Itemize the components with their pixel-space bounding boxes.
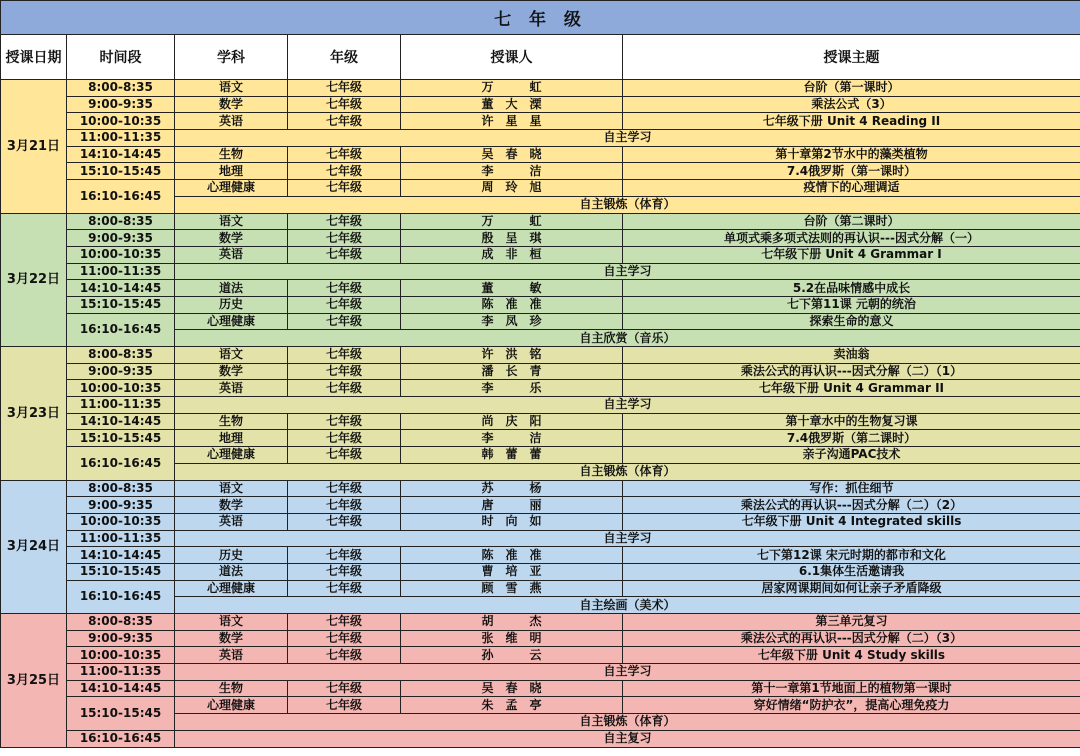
subject-cell: 生物 — [175, 146, 288, 163]
subject-cell: 心理健康 — [175, 180, 288, 197]
table-row — [1, 347, 1080, 364]
time-cell: 14:10-14:45 — [67, 146, 175, 163]
topic-cell: 第十一章第1节地面上的植物第一课时 — [623, 680, 1080, 697]
grade-cell: 七年级 — [288, 497, 401, 514]
header-date: 授课日期 — [1, 35, 67, 80]
table-row — [1, 680, 1080, 697]
time-cell: 16:10-16:45 — [67, 580, 175, 613]
grade-cell: 七年级 — [288, 230, 401, 247]
grade-cell: 七年级 — [288, 347, 401, 364]
grade-cell: 七年级 — [288, 246, 401, 263]
date-cell: 3月23日 — [1, 347, 67, 481]
table-row — [1, 380, 1080, 397]
teacher-cell: 顾 雪 燕 — [401, 580, 623, 597]
topic-cell: 台阶（第一课时） — [623, 80, 1080, 97]
header-topic: 授课主题 — [623, 35, 1080, 80]
grade-cell: 七年级 — [288, 680, 401, 697]
topic-cell: 疫情下的心理调适 — [623, 180, 1080, 197]
grade-cell: 七年级 — [288, 163, 401, 180]
teacher-cell: 许 洪 铭 — [401, 347, 623, 364]
topic-cell: 穿好情绪“防护衣”，提高心理免疫力 — [623, 697, 1080, 714]
subject-cell: 道法 — [175, 563, 288, 580]
teacher-cell: 周 玲 旭 — [401, 180, 623, 197]
subject-cell: 心理健康 — [175, 447, 288, 464]
grade-cell: 七年级 — [288, 430, 401, 447]
time-cell: 10:00-10:35 — [67, 513, 175, 530]
grade-cell: 七年级 — [288, 580, 401, 597]
date-cell: 3月22日 — [1, 213, 67, 347]
grade-cell: 七年级 — [288, 630, 401, 647]
table-row — [1, 697, 1080, 714]
topic-cell: 七年级下册 Unit 4 Grammar I — [623, 246, 1080, 263]
subject-cell: 语文 — [175, 213, 288, 230]
topic-cell: 台阶（第二课时） — [623, 213, 1080, 230]
time-cell: 8:00-8:35 — [67, 213, 175, 230]
grade-cell: 七年级 — [288, 363, 401, 380]
grade-cell: 七年级 — [288, 380, 401, 397]
time-cell: 11:00-11:35 — [67, 397, 175, 414]
time-cell: 15:10-15:45 — [67, 163, 175, 180]
subject-cell: 数学 — [175, 96, 288, 113]
table-row — [1, 230, 1080, 247]
grade-cell: 七年级 — [288, 146, 401, 163]
subject-cell: 心理健康 — [175, 580, 288, 597]
table-row — [1, 730, 1080, 747]
time-cell: 14:10-14:45 — [67, 413, 175, 430]
subject-cell: 数学 — [175, 630, 288, 647]
subject-cell: 数学 — [175, 230, 288, 247]
table-row — [1, 246, 1080, 263]
time-cell: 9:00-9:35 — [67, 230, 175, 247]
table-row — [1, 313, 1080, 330]
grade-cell: 七年级 — [288, 296, 401, 313]
topic-cell: 乘法公式的再认识---因式分解（二）（1） — [623, 363, 1080, 380]
table-row — [1, 146, 1080, 163]
subject-cell: 历史 — [175, 547, 288, 564]
topic-cell: 七年级下册 Unit 4 Grammar II — [623, 380, 1080, 397]
topic-cell: 乘法公式（3） — [623, 96, 1080, 113]
subject-cell: 语文 — [175, 614, 288, 631]
self-study-cell: 自主学习 — [175, 263, 1080, 280]
teacher-cell: 许 星 星 — [401, 113, 623, 130]
subject-cell: 历史 — [175, 296, 288, 313]
teacher-cell: 李 凤 珍 — [401, 313, 623, 330]
time-cell: 8:00-8:35 — [67, 480, 175, 497]
topic-cell: 乘法公式的再认识---因式分解（二）（3） — [623, 630, 1080, 647]
table-title: 七 年 级 — [1, 1, 1080, 35]
teacher-cell: 潘 长 青 — [401, 363, 623, 380]
topic-cell: 卖油翁 — [623, 347, 1080, 364]
teacher-cell: 曹 培 亚 — [401, 563, 623, 580]
table-row — [1, 113, 1080, 130]
time-cell: 16:10-16:45 — [67, 447, 175, 480]
topic-cell: 乘法公式的再认识---因式分解（二）（2） — [623, 497, 1080, 514]
subject-cell: 心理健康 — [175, 697, 288, 714]
time-cell: 11:00-11:35 — [67, 664, 175, 681]
self-study-cell: 自主复习 — [175, 730, 1080, 747]
subject-cell: 数学 — [175, 363, 288, 380]
subject-cell: 英语 — [175, 513, 288, 530]
teacher-cell: 董 敏 — [401, 280, 623, 297]
grade-cell: 七年级 — [288, 647, 401, 664]
date-cell: 3月21日 — [1, 80, 67, 214]
table-row — [1, 397, 1080, 414]
grade-cell: 七年级 — [288, 313, 401, 330]
subject-cell: 地理 — [175, 430, 288, 447]
table-row — [1, 163, 1080, 180]
teacher-cell: 殷 呈 琪 — [401, 230, 623, 247]
grade-cell: 七年级 — [288, 113, 401, 130]
time-cell: 15:10-15:45 — [67, 563, 175, 580]
extra-activity-cell: 自主锻炼（体育） — [175, 463, 1080, 480]
time-cell: 10:00-10:35 — [67, 647, 175, 664]
subject-cell: 英语 — [175, 380, 288, 397]
self-study-cell: 自主学习 — [175, 397, 1080, 414]
extra-activity-cell: 自主欣赏（音乐） — [175, 330, 1080, 347]
table-row — [1, 213, 1080, 230]
time-cell: 15:10-15:45 — [67, 697, 175, 730]
subject-cell: 英语 — [175, 113, 288, 130]
teacher-cell: 陈 准 准 — [401, 547, 623, 564]
topic-cell: 探索生命的意义 — [623, 313, 1080, 330]
time-cell: 10:00-10:35 — [67, 113, 175, 130]
teacher-cell: 韩 蕾 蕾 — [401, 447, 623, 464]
teacher-cell: 唐 丽 — [401, 497, 623, 514]
teacher-cell: 成 非 桓 — [401, 246, 623, 263]
self-study-cell: 自主学习 — [175, 530, 1080, 547]
subject-cell: 语文 — [175, 347, 288, 364]
subject-cell: 英语 — [175, 246, 288, 263]
time-cell: 8:00-8:35 — [67, 614, 175, 631]
subject-cell: 英语 — [175, 647, 288, 664]
topic-cell: 居家网课期间如何让亲子矛盾降级 — [623, 580, 1080, 597]
time-cell: 15:10-15:45 — [67, 296, 175, 313]
grade-cell: 七年级 — [288, 180, 401, 197]
subject-cell: 语文 — [175, 80, 288, 97]
subject-cell: 心理健康 — [175, 313, 288, 330]
time-cell: 16:10-16:45 — [67, 313, 175, 346]
table-row — [1, 563, 1080, 580]
topic-cell: 七年级下册 Unit 4 Study skills — [623, 647, 1080, 664]
subject-cell: 道法 — [175, 280, 288, 297]
schedule-body — [1, 80, 1080, 748]
time-cell: 16:10-16:45 — [67, 180, 175, 213]
table-row — [1, 80, 1080, 97]
time-cell: 8:00-8:35 — [67, 80, 175, 97]
table-row — [1, 580, 1080, 597]
topic-cell: 第十章第2节水中的藻类植物 — [623, 146, 1080, 163]
date-cell: 3月24日 — [1, 480, 67, 614]
topic-cell: 第十章水中的生物复习课 — [623, 413, 1080, 430]
subject-cell: 语文 — [175, 480, 288, 497]
time-cell: 9:00-9:35 — [67, 363, 175, 380]
time-cell: 10:00-10:35 — [67, 246, 175, 263]
table-row — [1, 447, 1080, 464]
grade-cell: 七年级 — [288, 80, 401, 97]
grade-cell: 七年级 — [288, 547, 401, 564]
header-teacher: 授课人 — [401, 35, 623, 80]
teacher-cell: 胡 杰 — [401, 614, 623, 631]
topic-cell: 七年级下册 Unit 4 Reading II — [623, 113, 1080, 130]
grade-cell: 七年级 — [288, 480, 401, 497]
teacher-cell: 李 洁 — [401, 430, 623, 447]
header-subject: 学科 — [175, 35, 288, 80]
topic-cell: 写作：抓住细节 — [623, 480, 1080, 497]
table-row — [1, 96, 1080, 113]
teacher-cell: 苏 杨 — [401, 480, 623, 497]
grade-cell: 七年级 — [288, 413, 401, 430]
teacher-cell: 张 维 明 — [401, 630, 623, 647]
time-cell: 11:00-11:35 — [67, 530, 175, 547]
teacher-cell: 李 洁 — [401, 163, 623, 180]
extra-activity-cell: 自主锻炼（体育） — [175, 714, 1080, 731]
grade-cell: 七年级 — [288, 614, 401, 631]
teacher-cell: 陈 准 准 — [401, 296, 623, 313]
date-cell: 3月25日 — [1, 614, 67, 748]
time-cell: 11:00-11:35 — [67, 130, 175, 147]
header-grade: 年级 — [288, 35, 401, 80]
time-cell: 15:10-15:45 — [67, 430, 175, 447]
topic-cell: 七下第12课 宋元时期的都市和文化 — [623, 547, 1080, 564]
teacher-cell: 董 大 溧 — [401, 96, 623, 113]
table-row — [1, 497, 1080, 514]
teacher-cell: 万 虹 — [401, 80, 623, 97]
topic-cell: 亲子沟通PAC技术 — [623, 447, 1080, 464]
topic-cell: 7.4俄罗斯（第二课时） — [623, 430, 1080, 447]
teacher-cell: 时 向 如 — [401, 513, 623, 530]
time-cell: 8:00-8:35 — [67, 347, 175, 364]
teacher-cell: 吴 春 晓 — [401, 680, 623, 697]
teacher-cell: 李 乐 — [401, 380, 623, 397]
time-cell: 9:00-9:35 — [67, 630, 175, 647]
table-row — [1, 614, 1080, 631]
table-row — [1, 280, 1080, 297]
time-cell: 9:00-9:35 — [67, 96, 175, 113]
topic-cell: 5.2在品味情感中成长 — [623, 280, 1080, 297]
grade-cell: 七年级 — [288, 213, 401, 230]
subject-cell: 生物 — [175, 680, 288, 697]
teacher-cell: 朱 孟 亭 — [401, 697, 623, 714]
topic-cell: 6.1集体生活邀请我 — [623, 563, 1080, 580]
table-row — [1, 664, 1080, 681]
time-cell: 14:10-14:45 — [67, 680, 175, 697]
topic-cell: 七年级下册 Unit 4 Integrated skills — [623, 513, 1080, 530]
table-row — [1, 296, 1080, 313]
subject-cell: 数学 — [175, 497, 288, 514]
grade-cell: 七年级 — [288, 513, 401, 530]
table-row — [1, 263, 1080, 280]
subject-cell: 地理 — [175, 163, 288, 180]
table-row — [1, 630, 1080, 647]
grade-cell: 七年级 — [288, 280, 401, 297]
time-cell: 16:10-16:45 — [67, 730, 175, 747]
grade-cell: 七年级 — [288, 563, 401, 580]
grade-cell: 七年级 — [288, 447, 401, 464]
grade-cell: 七年级 — [288, 96, 401, 113]
extra-activity-cell: 自主锻炼（体育） — [175, 196, 1080, 213]
grade-cell: 七年级 — [288, 697, 401, 714]
table-row — [1, 430, 1080, 447]
time-cell: 9:00-9:35 — [67, 497, 175, 514]
table-row — [1, 413, 1080, 430]
table-row — [1, 547, 1080, 564]
table-row — [1, 513, 1080, 530]
header-time: 时间段 — [67, 35, 175, 80]
table-row — [1, 180, 1080, 197]
subject-cell: 生物 — [175, 413, 288, 430]
topic-cell: 七下第11课 元朝的统治 — [623, 296, 1080, 313]
teacher-cell: 孙 云 — [401, 647, 623, 664]
table-row — [1, 647, 1080, 664]
teacher-cell: 万 虹 — [401, 213, 623, 230]
table-row — [1, 130, 1080, 147]
self-study-cell: 自主学习 — [175, 130, 1080, 147]
teacher-cell: 尚 庆 阳 — [401, 413, 623, 430]
table-row — [1, 530, 1080, 547]
teacher-cell: 吴 春 晓 — [401, 146, 623, 163]
topic-cell: 单项式乘多项式法则的再认识---因式分解（一） — [623, 230, 1080, 247]
time-cell: 14:10-14:45 — [67, 547, 175, 564]
time-cell: 10:00-10:35 — [67, 380, 175, 397]
table-row — [1, 480, 1080, 497]
self-study-cell: 自主学习 — [175, 664, 1080, 681]
table-row — [1, 363, 1080, 380]
extra-activity-cell: 自主绘画（美术） — [175, 597, 1080, 614]
time-cell: 14:10-14:45 — [67, 280, 175, 297]
topic-cell: 7.4俄罗斯（第一课时） — [623, 163, 1080, 180]
topic-cell: 第三单元复习 — [623, 614, 1080, 631]
time-cell: 11:00-11:35 — [67, 263, 175, 280]
